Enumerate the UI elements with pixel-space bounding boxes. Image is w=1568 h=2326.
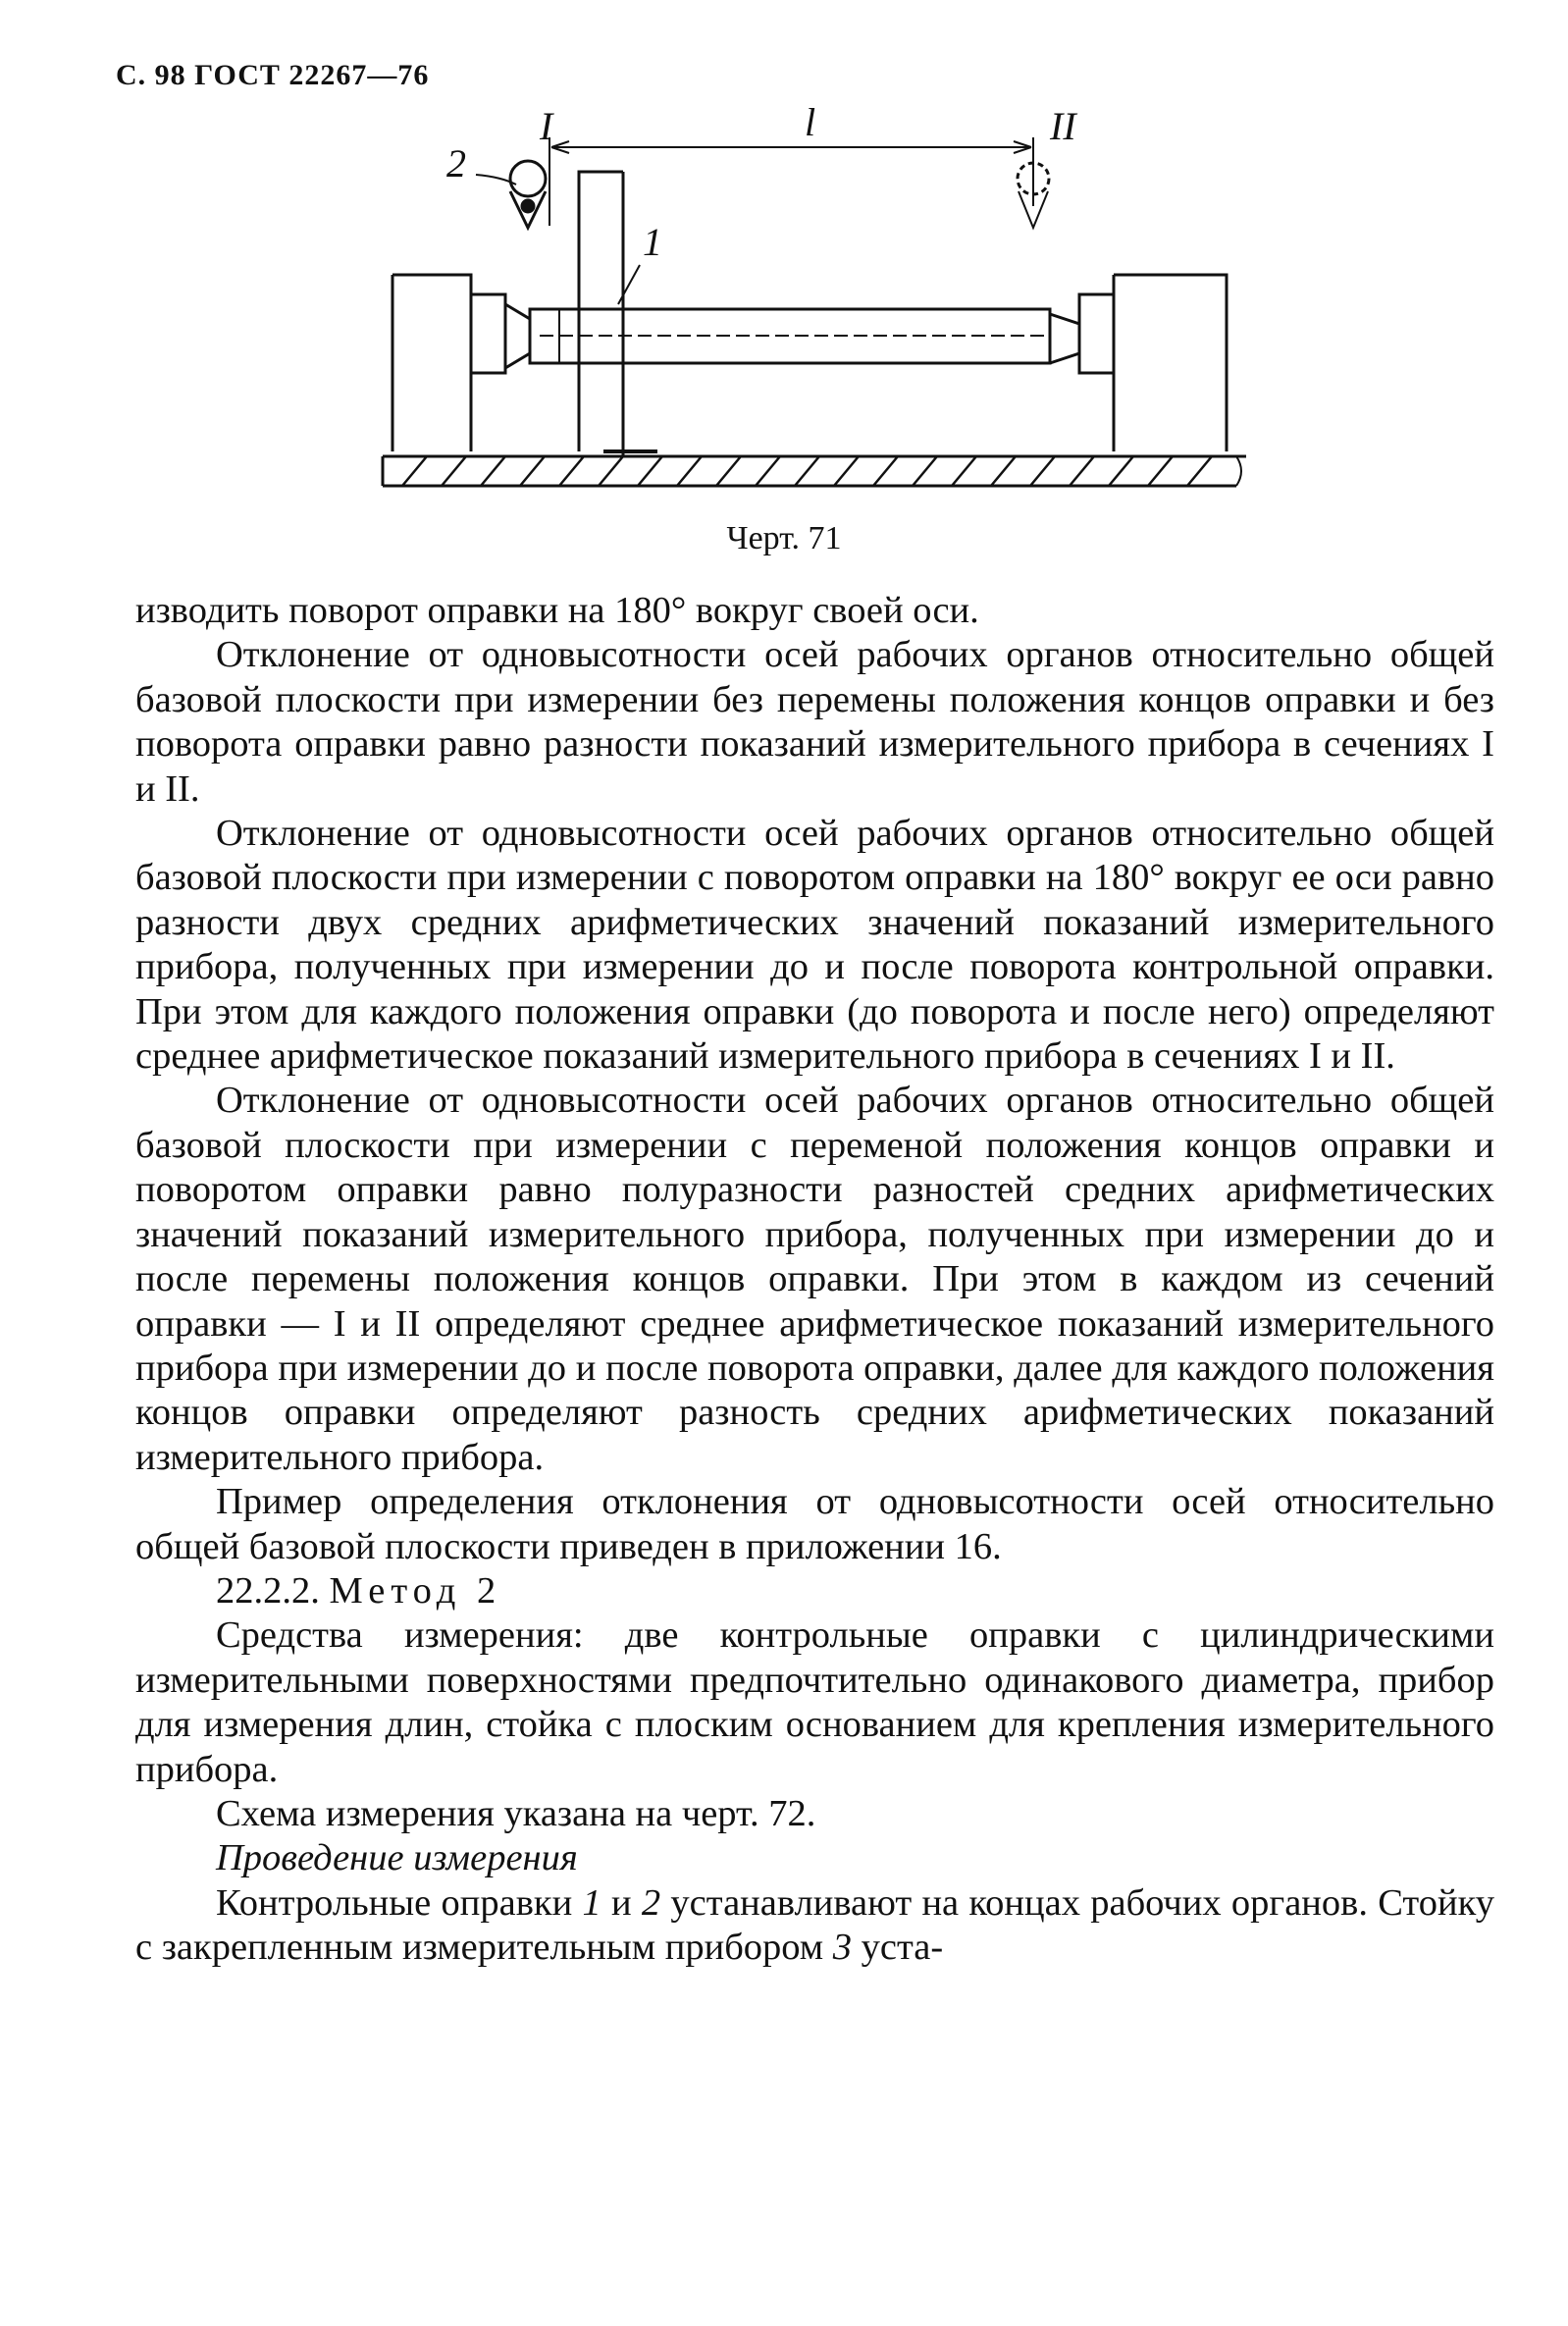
indicator-stand — [579, 172, 623, 456]
paragraph-7: Схема измерения указана на черт. 72. — [216, 1792, 816, 1834]
method-title: Метод 2 — [329, 1569, 502, 1612]
label-section-2: II — [1050, 104, 1076, 148]
paragraph-3: Отклонение от одновысотности осей рабочих органов относительно общей базовой плоскости при измерении с поворотом оправки на 180° вокруг ее оси равно разности двух средних арифметических значений показаний измерительного прибора, полученных при измерении до и после поворота контрольной оправки. При этом для каждого положения оправки (до поворота и после него) определяют среднее арифметическое показаний измерительного прибора в сечениях I и II. — [135, 813, 1494, 1078]
indicator-1 — [510, 161, 546, 196]
left-spindle-cone — [505, 304, 530, 368]
label-part-1: 1 — [643, 220, 662, 264]
paragraph-8-text-d: уста- — [852, 1927, 944, 1969]
label-section-1: I — [540, 104, 553, 148]
paragraph-8-text-c: устанавливают на концах рабочих органов. Стойку с закрепленным измерительным прибором — [135, 1881, 1494, 1969]
paragraph-4: Отклонение от одновысотности осей рабочих органов относительно общей базовой плоскости при измерении с переменой положения концов оправки и поворотом оправки равно полуразности разностей средних арифметических значений показаний измерительного прибора, полученных при измерении до и после перемены положения концов оправки. При этом в каждом из сечений оправки — I и II определяют среднее арифметическое показаний измерительного прибора при измерении до и после поворота оправки, далее для каждого положения концов оправки определяют разность средних арифметических показаний измерительного прибора. — [135, 1080, 1494, 1478]
paragraph-8-text-a: Контрольные оправки — [216, 1881, 583, 1924]
paragraph-1: изводить поворот оправки на 180° вокруг своей оси. — [135, 590, 979, 631]
subheading: Проведение измерения — [216, 1837, 578, 1879]
paragraph-8-text-b: и — [601, 1881, 642, 1924]
part-number-2: 2 — [641, 1881, 661, 1924]
page-header: С. 98 ГОСТ 22267—76 — [116, 59, 430, 91]
method-heading — [135, 1569, 1494, 1613]
body-text — [135, 589, 1494, 1971]
right-headstock — [1114, 275, 1227, 451]
paragraph-2: Отклонение от одновысотности осей рабочих органов относительно общей базовой плоскости при измерении без перемены положения концов оправки и без поворота оправки равно разности показаний измерительного прибора в сечениях I и II. — [135, 634, 1494, 810]
base-hatching — [402, 456, 1212, 486]
part-number-3: 3 — [832, 1927, 853, 1969]
left-headstock — [392, 275, 471, 451]
right-spindle-cone — [1050, 314, 1079, 363]
figure-caption: Черт. 71 — [726, 520, 842, 556]
method-number: 22.2.2. — [216, 1569, 320, 1612]
paragraph-6: Средства измерения: две контрольные оправки с цилиндрическими измерительными поверхностями предпочтительно одинакового диаметра, прибор для измерения длин, стойка с плоским основанием для крепления измерительного прибора. — [135, 1614, 1494, 1790]
label-part-2: 2 — [446, 141, 466, 185]
label-l: l — [805, 100, 816, 144]
figure-drawing — [383, 100, 1246, 530]
paragraph-8 — [135, 1881, 1494, 1971]
left-spindle-housing — [471, 294, 505, 373]
part-number-1: 1 — [582, 1881, 601, 1924]
paragraph-5: Пример определения отклонения от одновысотности осей относительно общей базовой плоскости приведен в приложении 16. — [135, 1481, 1494, 1567]
right-spindle-housing — [1079, 294, 1114, 373]
